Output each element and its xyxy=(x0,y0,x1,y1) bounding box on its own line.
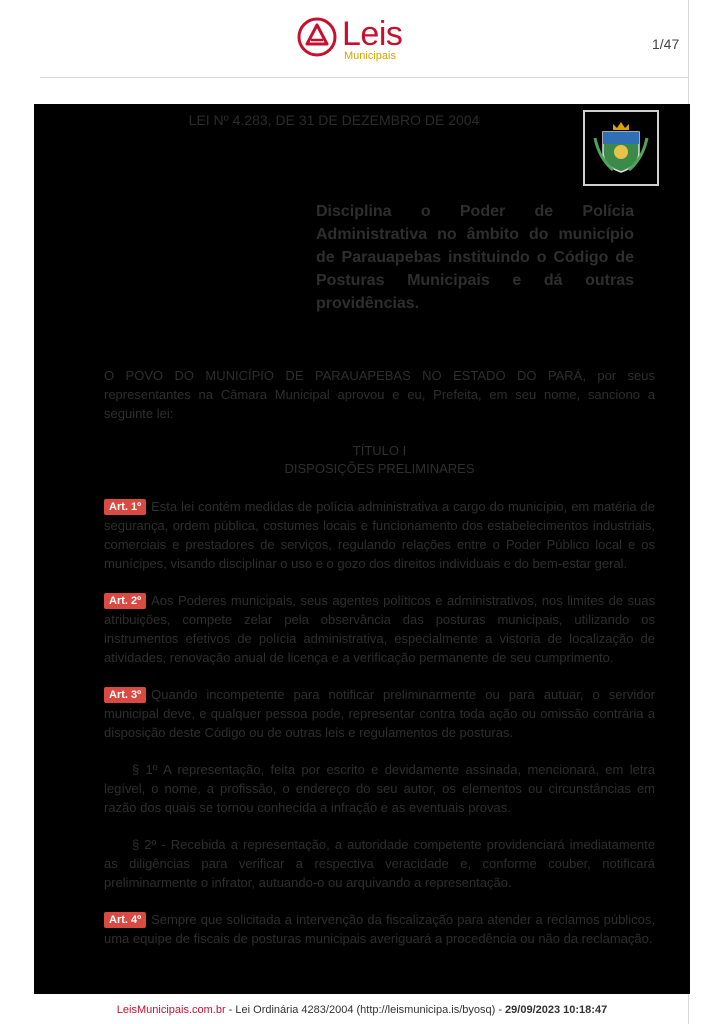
preamble: O POVO DO MUNICÍPIO DE PARAUAPEBAS NO ESTADO DO PARÁ, por seus representantes na Câmara Municipal aprovou e eu, Prefeita, em seu nome, sanciono a seguinte lei: xyxy=(104,368,655,421)
article-2 xyxy=(104,591,655,667)
page-header xyxy=(0,0,724,78)
header-divider xyxy=(40,77,688,78)
logo-subtitle: Municipais xyxy=(344,50,396,62)
article-3 xyxy=(104,685,655,742)
footer-reference: - Lei Ordinária 4283/2004 (http://leismunicipa.is/byosq) - xyxy=(225,1004,506,1016)
leis-municipais-logo[interactable] xyxy=(296,14,416,62)
title-subheading: DISPOSIÇÕES PRELIMINARES xyxy=(284,461,475,476)
paragraph-2: § 2º - Recebida a representação, a autoridade competente providenciará imediatamente as diligências para verificar a respectiva veracidade e, conforme couber, notificará preliminarmente o infrator, autuando-o ou arquivando a representação. xyxy=(104,837,655,890)
article-badge[interactable]: Art. 3º xyxy=(104,687,146,703)
document-sheet xyxy=(34,104,690,994)
page-footer xyxy=(0,1004,724,1016)
article-4 xyxy=(104,910,655,948)
article-badge[interactable]: Art. 4º xyxy=(104,912,146,928)
law-summary: Disciplina o Poder de Polícia Administrativa no âmbito do município de Parauapebas instituindo o Código de Posturas Municipais e dá outras providências. xyxy=(316,203,634,312)
article-1 xyxy=(104,497,655,573)
article-text: Aos Poderes municipais, seus agentes políticos e administrativos, nos limites de suas atribuições, compete zelar pela observância das posturas municipais, utilizando os instrumentos efetivos de polícia administrativa, especialmente a vistoria de localização de atividades, renovação anual de licença e a verificação permanente de seu cumprimento. xyxy=(104,593,655,665)
article-text: Sempre que solicitada a intervenção da fiscalização para atender a reclamos públicos, uma equipe de fiscais de posturas municipais averiguará a procedência ou não da reclamação. xyxy=(104,912,655,946)
footer-site-link[interactable]: LeisMunicipais.com.br xyxy=(116,1004,226,1016)
municipal-crest-icon xyxy=(591,118,651,178)
logo-wordmark: Leis xyxy=(342,15,403,53)
article-badge[interactable]: Art. 1º xyxy=(104,499,146,515)
paragraph-1: § 1º A representação, feita por escrito e devidamente assinada, mencionará, em letra legível, o nome, a profissão, o endereço do seu autor, os elementos ou circunstâncias em razão dos quais se tornou conhecida a infração e as eventuais provas. xyxy=(104,762,655,815)
article-text: Quando incompetente para notificar preliminarmente ou para autuar, o servidor municipal deve, e qualquer pessoa pode, representar contra toda ação ou omissão contrária a disposição deste Código ou de outras leis e regulamentos de posturas. xyxy=(104,687,655,740)
municipal-crest xyxy=(583,110,659,186)
page-indicator: 1/47 xyxy=(652,36,680,52)
law-title: LEI Nº 4.283, DE 31 DE DEZEMBRO DE 2004 xyxy=(188,112,480,128)
title-heading: TÍTULO I xyxy=(352,443,407,458)
footer-date: 29/09/2023 10:18:47 xyxy=(505,1004,608,1016)
leis-logo-icon xyxy=(296,16,338,58)
article-text: Esta lei contém medidas de polícia administrativa a cargo do município, em matéria de segurança, ordem pública, costumes locais e funcionamento dos estabelecimentos industriais, comerciais e prestadores de serviços, regulando relações entre o Poder Público local e os munícipes, visando disciplinar o uso e o gozo dos direitos individuais e do bem-estar geral. xyxy=(104,499,655,571)
article-badge[interactable]: Art. 2º xyxy=(104,593,146,609)
